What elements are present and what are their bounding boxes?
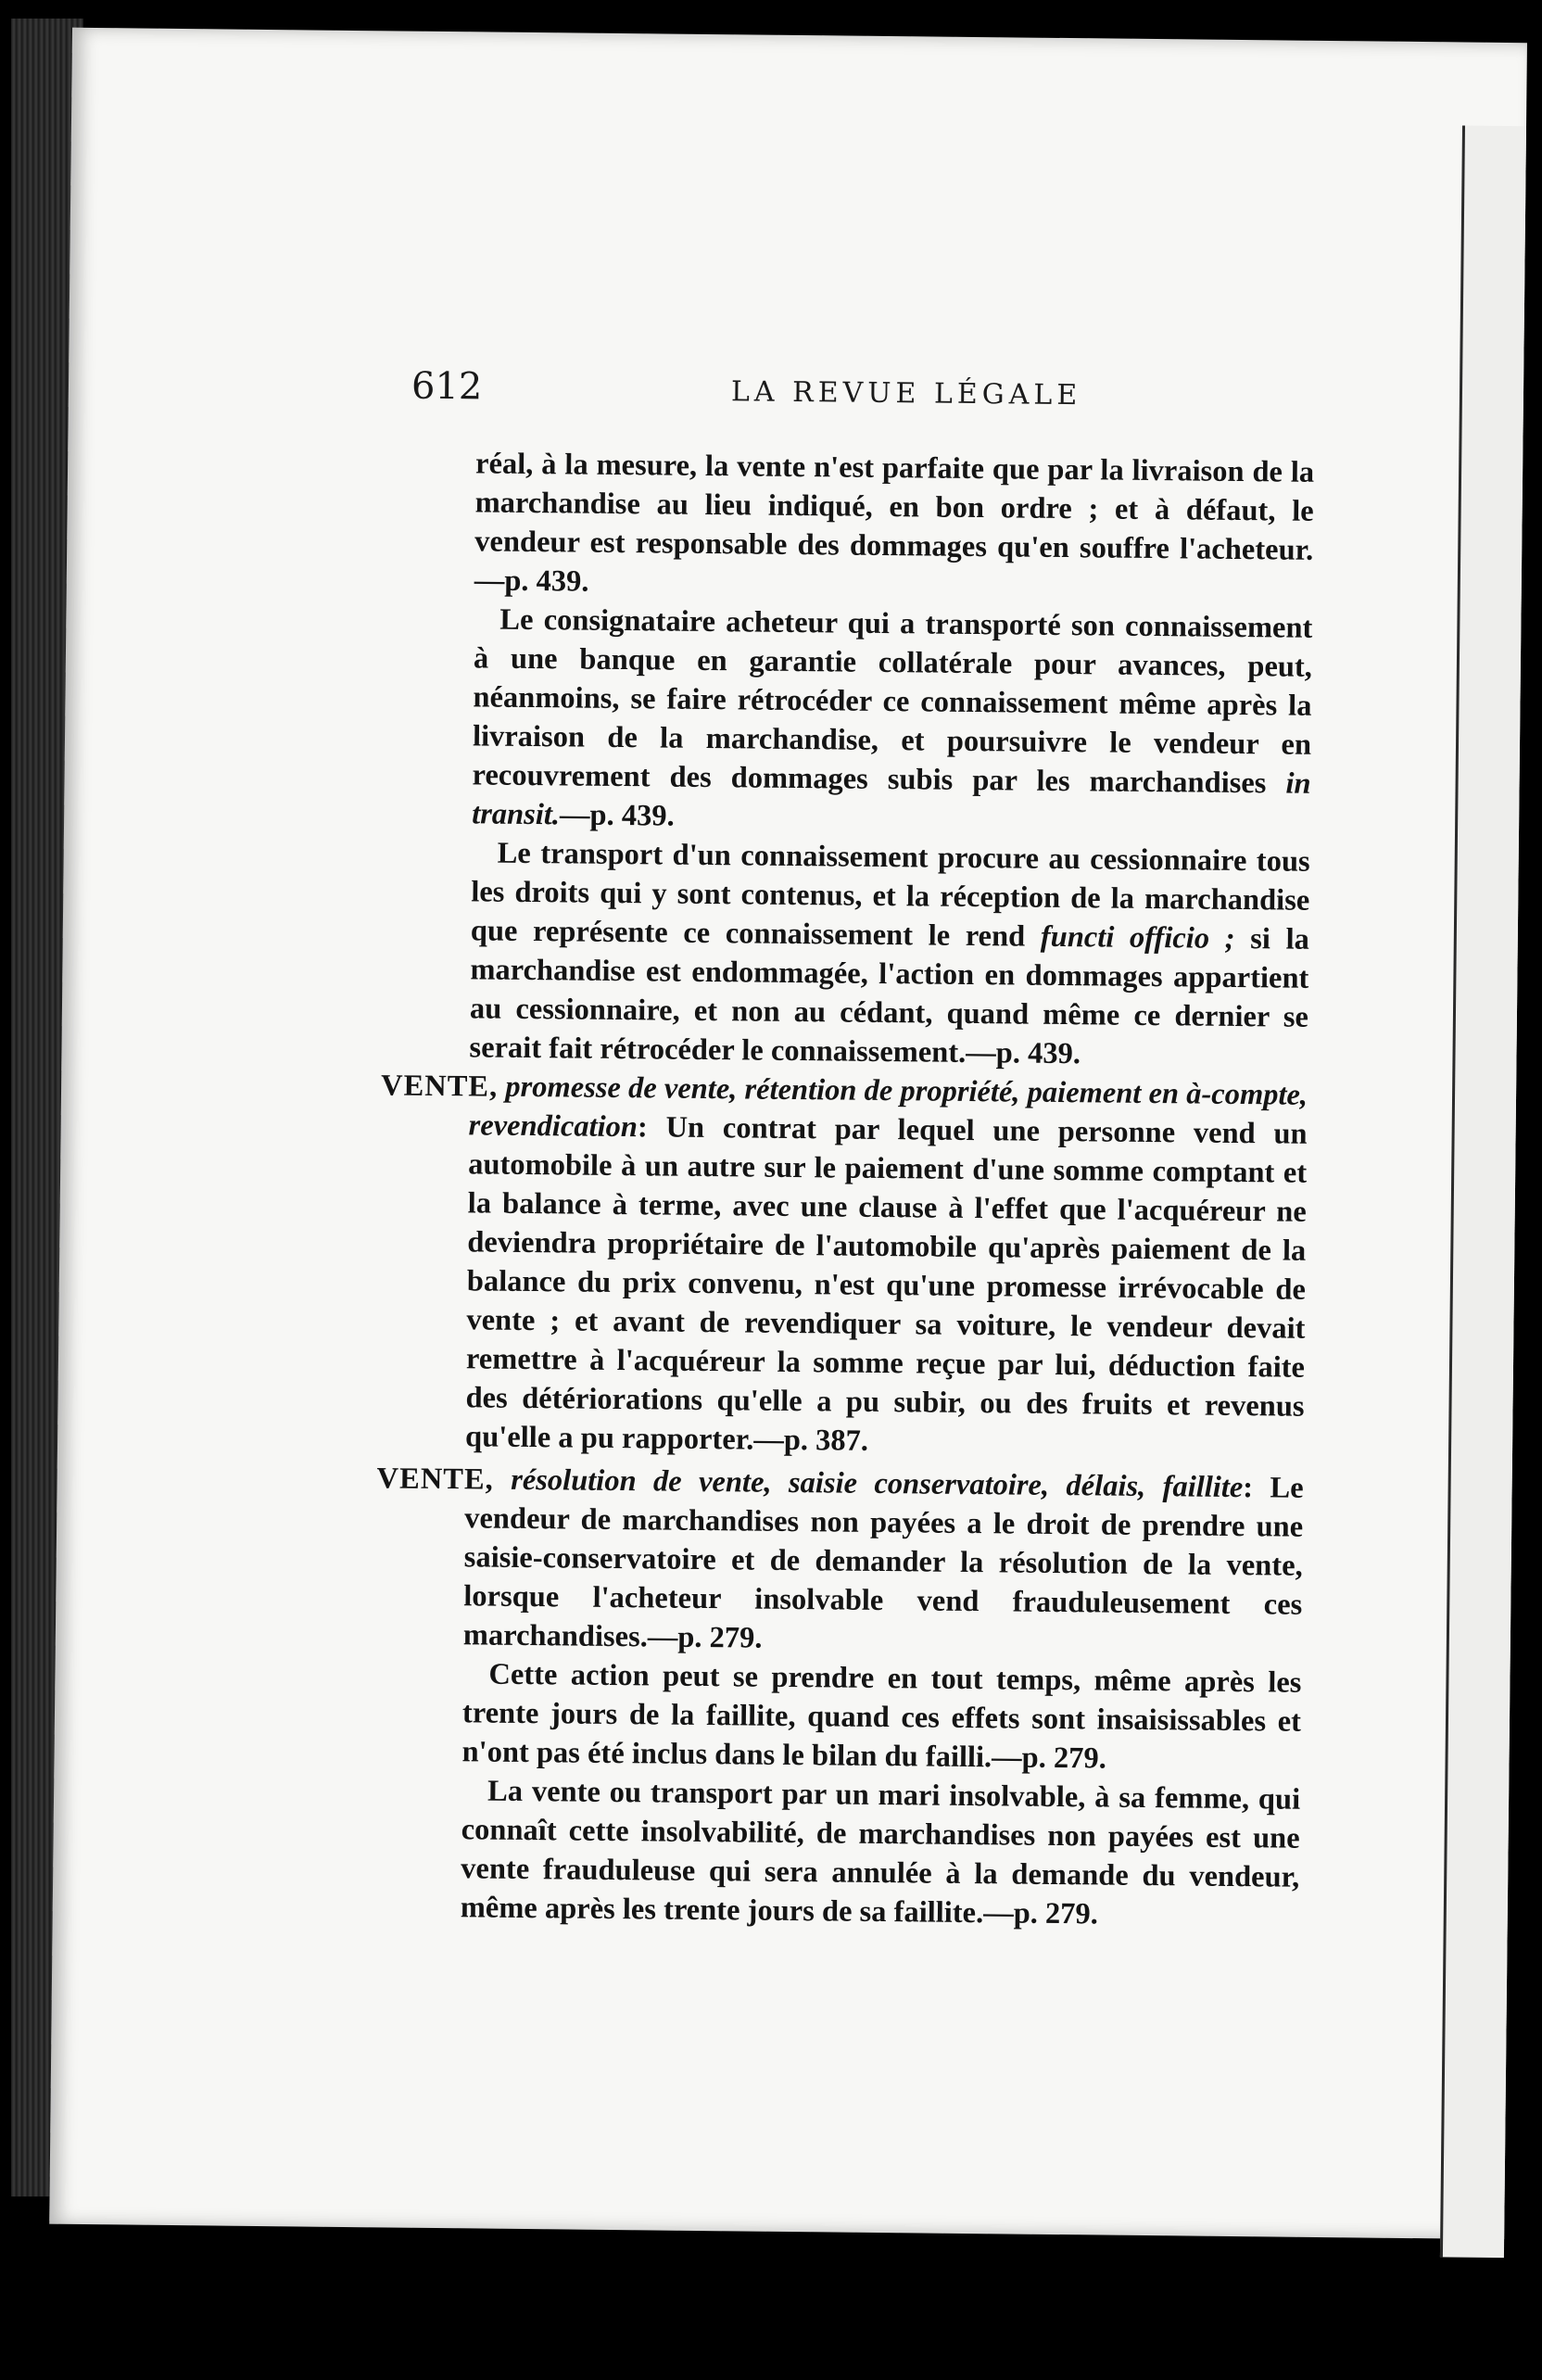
paragraph-text: La vente ou transport par un mari insolvable, à sa femme, qui connaît cette insolvabilité, de marchandises non payées est une vente frauduleuse qui sera annulée à la demande du vendeur, même après les trente jours de sa faillite.—p. 279. bbox=[460, 1774, 1301, 1931]
paragraph bbox=[381, 832, 1310, 1075]
book-page bbox=[49, 28, 1527, 2239]
entry-headword: VENTE, bbox=[380, 1069, 499, 1104]
page-text bbox=[373, 443, 1315, 1935]
entry-subheadings: promesse de vente, rétention de propriété, paiement en à-compte, revendication bbox=[468, 1070, 1308, 1145]
page-number: 612 bbox=[411, 364, 483, 409]
index-entry bbox=[377, 1066, 1308, 1464]
paragraph-text: Le consignataire acheteur qui a transporté son connaissement à une banque en garantie collatérale pour avances, peut, néanmoins, se faire rétrocéder ce connaissement même après la livraison de la marchandise, et poursuivre le vendeur en recouvrement des dommages subis par les marchandises bbox=[472, 602, 1313, 801]
paragraph-text: si la marchandise est endommagée, l'action en dommages appartient au cessionnaire, et non au cédant, quand même ce dernier se serait fait rétrocéder le connaissement.—p. 439. bbox=[469, 922, 1310, 1071]
facing-page-edge bbox=[1440, 125, 1526, 2258]
paragraph bbox=[373, 1653, 1301, 1779]
index-entry bbox=[375, 1459, 1304, 1663]
entry-text: : Le vendeur de marchandises non payées a le droit de prendre une saisie-conservatoire et de demander la résolution de la vente, lorsque l'acheteur insolvable vend frauduleusement ces marchandises.—p. 279. bbox=[462, 1471, 1304, 1655]
page-reference: —p. 439. bbox=[559, 798, 675, 833]
paragraph-text: Cette action peut se prendre en tout temps, même après les trente jours de la faillite, quand ces effets sont insaisissables et n'ont pas été inclus dans le bilan du failli.—p. 279. bbox=[461, 1657, 1302, 1776]
paragraph bbox=[384, 599, 1313, 842]
running-title: LA REVUE LÉGALE bbox=[730, 375, 1082, 412]
italic-phrase: functi officio ; bbox=[1040, 919, 1235, 956]
paragraph bbox=[373, 1770, 1301, 1935]
italic-phrase: in transit. bbox=[471, 766, 1311, 832]
entry-text: : Un contrat par lequel une personne vend un automobile à un autre sur le paiement d'une somme comptant et la balance à terme, avec une clause à l'effet que l'acquéreur ne deviendra propriétaire de l'automobile qu'après paiement de la balance du prix convenu, n'est qu'une promesse irrévocable de vente ; et avant de revendiquer sa voiture, le vendeur devait remettre à l'acquéreur la somme reçue par lui, déduction faite des détériorations qu'elle a pu subir, ou des fruits et revenus qu'elle a pu rapporter.—p. 387. bbox=[464, 1110, 1308, 1458]
paragraph-text: réal, à la mesure, la vente n'est parfaite que par la livraison de la marchandise au lieu indiqué, en bon ordre ; et à défaut, le vendeur est responsable des dommages qu'en souffre l'acheteur.—p. 439. bbox=[474, 447, 1315, 599]
paragraph bbox=[386, 443, 1315, 608]
paragraph-text: Le transport d'un connaissement procure au cessionnaire tous les droits qui y sont contenus, et la réception de la marchandise que représente ce connaissement le rend bbox=[470, 836, 1310, 954]
entry-subheadings: résolution de vente, saisie conservatoire, délais, faillite bbox=[510, 1462, 1244, 1505]
entry-headword: VENTE, bbox=[376, 1462, 494, 1497]
running-header bbox=[411, 364, 1338, 412]
